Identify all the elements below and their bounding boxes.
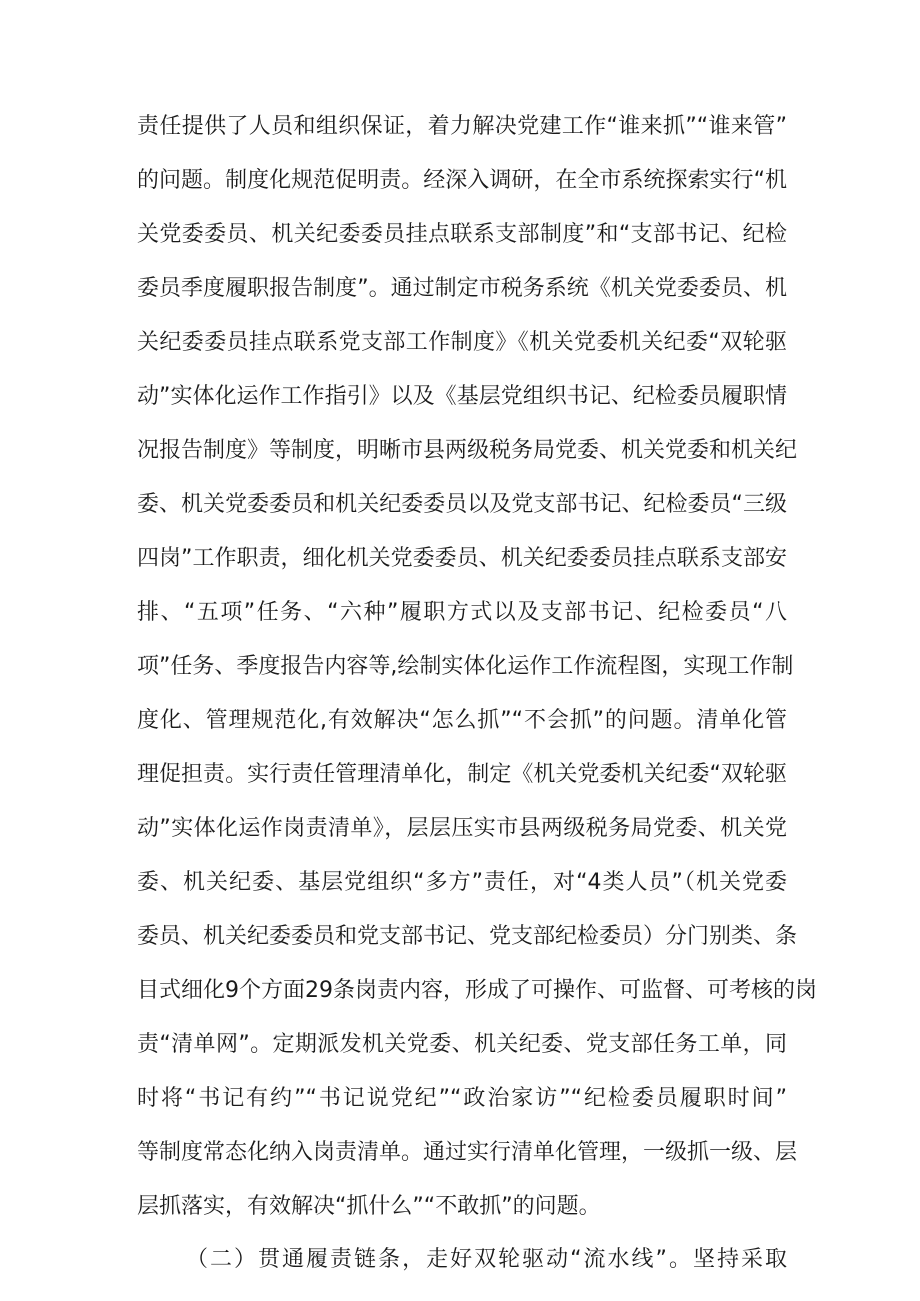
paragraph-line: 项”任务、季度报告内容等,绘制实体化运作工作流程图，实现工作制 bbox=[137, 654, 794, 679]
paragraph-line: 等制度常态化纳入岗责清单。通过实行清单化管理，一级抓一级、层 bbox=[137, 1140, 798, 1165]
paragraph-line: 关纪委委员挂点联系党支部工作制度》《机关党委机关纪委“双轮驱 bbox=[137, 330, 787, 355]
paragraph-line: 排、“五项”任务、“六种”履职方式以及支部书记、纪检委员“八 bbox=[137, 600, 787, 625]
paragraph-line: 委、机关党委委员和机关纪委委员以及党支部书记、纪检委员“三级 bbox=[137, 492, 787, 517]
paragraph-line: 责“清单网”。定期派发机关党委、机关纪委、党支部任务工单，同 bbox=[137, 1032, 787, 1057]
paragraph-line: 目式细化9个方面29条岗责内容，形成了可操作、可监督、可考核的岗 bbox=[137, 978, 817, 1003]
paragraph-line: 委、机关纪委、基层党组织“多方”责任，对“4类人员”（机关党委 bbox=[137, 870, 787, 895]
paragraph-line: 动”实体化运作工作指引》以及《基层党组织书记、纪检委员履职情 bbox=[137, 384, 787, 409]
paragraph-line: 委员季度履职报告制度”。通过制定市税务系统《机关党委委员、机 bbox=[137, 276, 787, 301]
paragraph-line: 委员、机关纪委委员和党支部书记、党支部纪检委员）分门别类、条 bbox=[137, 924, 798, 949]
paragraph-line: 况报告制度》等制度，明晰市县两级税务局党委、机关党委和机关纪 bbox=[137, 438, 798, 463]
paragraph-line: 层抓落实，有效解决“抓什么”“不敢抓”的问题。 bbox=[137, 1194, 601, 1219]
paragraph-line: 的问题。制度化规范促明责。经深入调研，在全市系统探索实行“机 bbox=[137, 168, 787, 193]
paragraph-line: 关党委委员、机关纪委委员挂点联系支部制度”和“支部书记、纪检 bbox=[137, 222, 787, 247]
paragraph-line: 四岗”工作职责，细化机关党委委员、机关纪委委员挂点联系支部安 bbox=[137, 546, 787, 571]
paragraph-line: 动”实体化运作岗责清单》，层层压实市县两级税务局党委、机关党 bbox=[137, 816, 787, 841]
paragraph-line: 度化、管理规范化,有效解决“怎么抓”“不会抓”的问题。清单化管 bbox=[137, 708, 787, 733]
paragraph-line: 时将“书记有约”“书记说党纪”“政治家访”“纪检委员履职时间” bbox=[137, 1086, 787, 1111]
paragraph-line: 责任提供了人员和组织保证，着力解决党建工作“谁来抓”“谁来管” bbox=[137, 114, 787, 139]
paragraph-line: 理促担责。实行责任管理清单化，制定《机关党委机关纪委“双轮驱 bbox=[137, 762, 787, 787]
section-heading: （二）贯通履责链条，走好双轮驱动“流水线”。坚持采取 bbox=[186, 1247, 787, 1272]
